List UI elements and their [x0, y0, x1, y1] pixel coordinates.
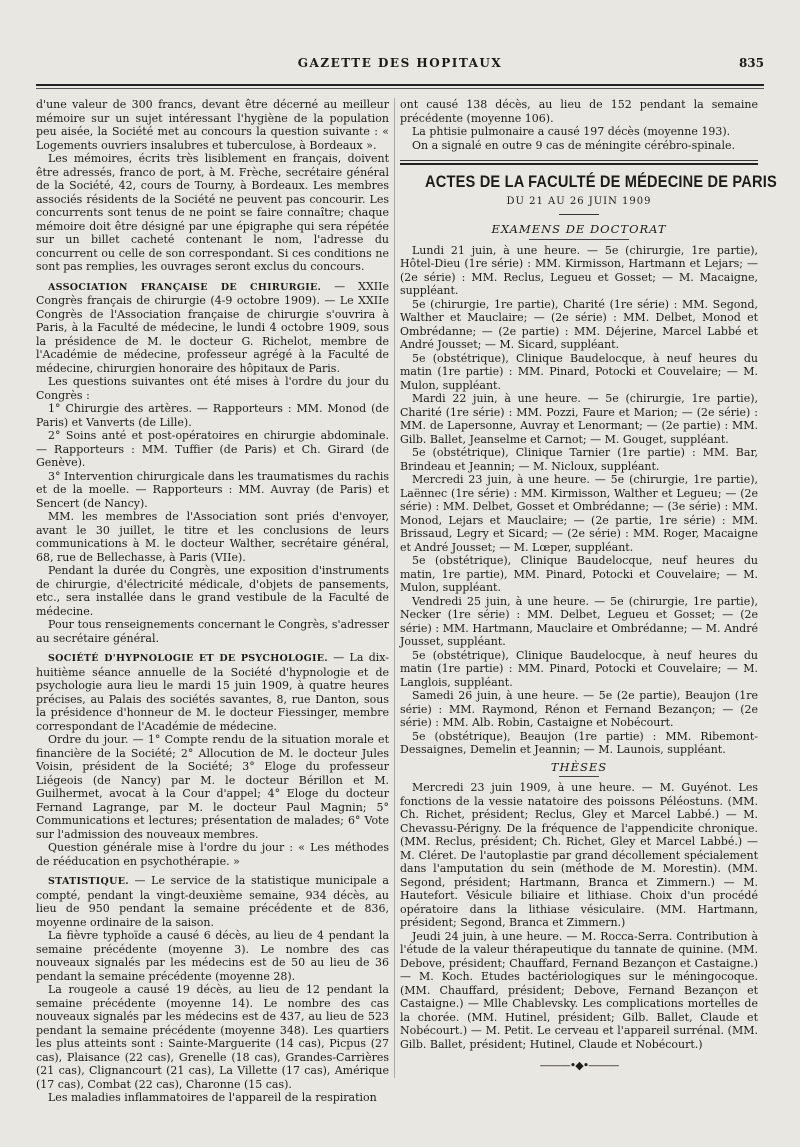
- section-rule: [400, 160, 758, 161]
- examens-heading: EXAMENS DE DOCTORAT: [491, 222, 667, 236]
- paragraph: ont causé 138 décès, au lieu de 152 pendant la semaine précédente (moyenne 106).: [400, 98, 758, 125]
- paragraph: La rougeole a causé 19 décès, au lieu de 12 pendant la semaine précédente (moyenne 14). Le nombre des cas nouveaux signalés par les médecins est de 437, au lieu de 523 pendant la semaine précédente (moyenne 348). Les quartiers les plus atteints sont : Sainte-Marguerite (14 cas), Picpus (27 cas), Plaisance (22 cas), Grenelle (18 cas), Grandes-Carrières (21 cas), Clignancourt (21 cas), La Villette (17 cas), Amérique (17 cas), Combat (22 cas), Charonne (15 cas).: [36, 983, 389, 1091]
- section-surgery-congress: [36, 280, 389, 376]
- paragraph: d'une valeur de 300 francs, devant être décerné au meilleur mémoire sur un sujet intéressant l'hygiène de la population peu aisée, la Société met au concours la question suivante : « Logements ouvriers insalubres et tuberculose, à Bordeaux ».: [36, 98, 389, 152]
- paragraph: On a signalé en outre 9 cas de méningite cérébro-spinale.: [412, 138, 735, 152]
- right-column: [400, 98, 777, 1073]
- header-rule: [36, 84, 764, 86]
- exam-entry: Vendredi 25 juin, à une heure. — 5e (chirurgie, 1re partie), Necker (1re série) : MM. Delbet, Legueu et Gosset; — (2e série) : MM. Hartmann, Mauclaire et Ombrédanne; — M. André Jousset, suppléant.: [400, 594, 758, 648]
- exam-entry: 5e (obstétrique), Clinique Baudelocque, à neuf heures du matin (1re partie) : MM. Pinard, Potocki et Couvelaire; — M. Langlois, suppléant.: [400, 648, 758, 689]
- exam-entry: 5e (obstétrique), Clinique Tarnier (1re partie) : MM. Bar, Brindeau et Jeannin; — M. Nicloux, suppléant.: [400, 446, 758, 473]
- section-statistics: [36, 874, 389, 929]
- paragraph: Les mémoires, écrits très lisiblement en français, doivent être adressés, franco de port, à M. Frèche, secrétaire général de la Société, 42, cours de Tourny, à Bordeaux. Les membres associés résidents de la Société ne peuvent pas concourir. Les concurrents sont tenus de ne point se faire connaître; chaque mémoire doit être désigné par une épigraphe qui sera répétée sur un billet cacheté contenant le nom, l'adresse du concurrent ou celle de son correspondant. Si ces conditions ne sont pas remplies, les ouvrages seront exclus du concours.: [36, 152, 389, 273]
- exam-entry: 5e (obstétrique), Beaujon (1re partie) : MM. Ribemont-Dessaignes, Demelin et Jeannin; — M. Launois, suppléant.: [400, 729, 758, 756]
- thesis-entry: Mercredi 23 juin 1909, à une heure. — M. Guyénot. Les fonctions de la vessie natatoire des poissons Péléostuns. (MM. Ch. Richet, président; Reclus, Gley et Marcel Labbé.) — M. Chevassu-Périgny. De la fréquence de l'appendicite chronique. (MM. Reclus, président; Ch. Richet, Gley et Marcel Labbé.) — M. Cléret. De l'autoplastie par grand décollement spécialement dans l'amputation du sein (méthode de M. Morestin). (MM. Segond, président; Hartmann, Branca et Zimmern.) — M. Hautefort. Vésicule biliaire et lithiase. Choix d'un procédé opératoire dans la lithiase vésiculaire. (MM. Hartmann, président; Segond, Branca et Zimmern.): [400, 781, 758, 929]
- section-heading: STATISTIQUE.: [48, 876, 129, 887]
- theses-heading: THÈSES: [550, 759, 608, 774]
- thesis-entry: Jeudi 24 juin, à une heure. — M. Rocca-Serra. Contribution à l'étude de la valeur thérapeutique du tannate de quinine. (MM. Debove, président; Chauffard, Fernand Bezançon et Castaigne.) — M. Koch. Etudes bactériologiques sur le méningocoque. (MM. Chauffard, président; Debove, Fernand Bezançon et Castaigne.) — Mlle Chablevsky. Les complications mortelles de la chorée. (MM. Hutinel, président; Gilb. Ballet, Claude et Nobécourt.) — M. Petit. Le cerveau et l'appareil surrénal. (MM. Gilb. Ballet, président; Hutinel, Claude et Nobécourt.): [400, 929, 758, 1051]
- page-number: 835: [738, 56, 764, 70]
- header-rule-thin: [36, 88, 764, 89]
- section-hypnology: [36, 651, 389, 733]
- heading-underline: [529, 239, 629, 240]
- heading-underline: [559, 776, 599, 777]
- paragraph: Question générale mise à l'ordre du jour : « Les méthodes de rééducation en psychothérapie. »: [36, 841, 389, 868]
- exam-entry: 5e (chirurgie, 1re partie), Charité (1re série) : MM. Segond, Walther et Mauclaire; — (2e série) : MM. Delbet, Monod et Ombrédanne; — (2e partie) : MM. Déjerine, Marcel Labbé et André Jousset; — M. Sicard, suppléant.: [400, 297, 758, 351]
- date-range: DU 21 AU 26 JUIN 1909: [506, 195, 652, 207]
- exam-entry: Samedi 26 juin, à une heure. — 5e (2e partie), Beaujon (1re série) : MM. Raymond, Rénon et Fernand Bezançon; — (2e série) : MM. Alb. Robin, Castaigne et Nobécourt.: [400, 689, 758, 729]
- faculty-acts-title: ACTES DE LA FACULTÉ DE MÉDECINE DE PARIS: [425, 172, 777, 191]
- exam-entry: 5e (obstétrique), Clinique Baudelocque, neuf heures du matin, 1re partie), MM. Pinard, Potocki et Couvelaire; — M. Mulon, suppléant.: [400, 554, 758, 594]
- exam-entry: 5e (obstétrique), Clinique Baudelocque, à neuf heures du matin (1re partie) : MM. Pinard, Potocki et Couvelaire; — M. Mulon, suppléant.: [400, 351, 758, 392]
- section-heading: ASSOCIATION FRANÇAISE DE CHIRURGIE.: [48, 281, 322, 293]
- paragraph: MM. les membres de l'Association sont priés d'envoyer, avant le 30 juillet, le titre et les conclusions de leurs communications à M. le docteur Walther, secrétaire général, 68, rue de Bellechasse, à Paris (VIIe).: [36, 510, 389, 564]
- exam-entry: Mercredi 23 juin, à une heure. — 5e (chirurgie, 1re partie), Laënnec (1re série) : MM. Kirmisson, Walther et Legueu; — (2e série) : MM. Delbet, Gosset et Ombrédanne; — (3e série) : MM. Monod, Lejars et Mauclaire; — (2e partie, 1re série) : MM. Brissaud, Legry et Sicard; — (2e série) : MM. Roger, Macaigne et André Jousset; — M. Lœper, suppléant.: [400, 473, 758, 554]
- section-text: — XXIIe Congrès français de chirurgie (4-9 octobre 1909). — Le XXIIe Congrès de l'Association française de chirurgie s'ouvrira à Paris, à la Faculté de médecine, le lundi 4 octobre 1909, sous la présidence de M. le docteur G. Richelot, membre de l'Académie de médecine, professeur agrégé à la Faculté de médecine, chirurgien honoraire des hôpitaux de Paris.: [36, 279, 389, 375]
- paragraph: Ordre du jour. — 1° Compte rendu de la situation morale et financière de la Société; 2° Allocution de M. le docteur Jules Voisin, président de la Société; 3° Eloge du professeur Liégeois (de Nancy) par M. le docteur Bérillon et M. Guilhermet, avocat à la Cour d'appel; 4° Eloge du docteur Fernand Lagrange, par M. le docteur Paul Magnin; 5° Communications et lectures; présentation de malades; 6° Vote sur l'admission des nouveaux membres.: [36, 733, 389, 841]
- journal-title: GAZETTE DES HOPITAUX: [297, 56, 503, 70]
- short-rule: [559, 214, 599, 215]
- section-heading: SOCIÉTÉ D'HYPNOLOGIE ET DE PSYCHOLOGIE.: [48, 653, 328, 664]
- paragraph: La phtisie pulmonaire a causé 197 décès (moyenne 193).: [412, 125, 731, 138]
- left-column: [36, 98, 389, 1105]
- end-ornament: ———•◆•———: [539, 1059, 619, 1072]
- paragraph: Les maladies inflammatoires de l'appareil de la respiration: [48, 1091, 377, 1104]
- exam-entry: Lundi 21 juin, à une heure. — 5e (chirurgie, 1re partie), Hôtel-Dieu (1re série) : MM. Kirmisson, Hartmann et Lejars; — (2e série) : MM. Reclus, Legueu et Gosset; — M. Macaigne, suppléant.: [400, 243, 758, 297]
- paragraph: Les questions suivantes ont été mises à l'ordre du jour du Congrès :: [36, 375, 389, 402]
- exam-entry: Mardi 22 juin, à une heure. — 5e (chirurgie, 1re partie), Charité (1re série) : MM. Pozzi, Faure et Marion; — (2e série) : MM. de Lapersonne, Auvray et Lenormant; — (2e partie) : MM. Gilb. Ballet, Jeanselme et Carnot; — M. Gouget, suppléant.: [400, 392, 758, 446]
- paragraph: 3° Intervention chirurgicale dans les traumatismes du rachis et de la moelle. — Rapporteurs : MM. Auvray (de Paris) et Sencert (de Nancy).: [36, 469, 389, 510]
- paragraph: Pour tous renseignements concernant le Congrès, s'adresser au secrétaire général.: [36, 618, 389, 645]
- paragraph: 2° Soins anté et post-opératoires en chirurgie abdominale. — Rapporteurs : MM. Tuffier (de Paris) et Ch. Girard (de Genève).: [36, 429, 389, 469]
- paragraph: 1° Chirurgie des artères. — Rapporteurs : MM. Monod (de Paris) et Vanverts (de Lille).: [36, 402, 389, 429]
- section-rule-thick: [400, 163, 758, 165]
- section-text: — Le service de la statistique municipale a compté, pendant la vingt-deuxième semaine, 934 décès, au lieu de 950 pendant la semaine précédente et de 836, moyenne ordinaire de la saison.: [36, 874, 389, 929]
- paragraph: Pendant la durée du Congrès, une exposition d'instruments de chirurgie, d'électricité médicale, d'objets de pansements, etc., sera installée dans le grand vestibule de la Faculté de médecine.: [36, 564, 389, 618]
- column-divider: [394, 98, 395, 1078]
- paragraph: La fièvre typhoïde a causé 6 décès, au lieu de 4 pendant la semaine précédente (moyenne 3). Le nombre des cas nouveaux signalés par les médecins est de 50 au lieu de 36 pendant la semaine précédente (moyenne 28).: [36, 929, 389, 983]
- section-text: — La dix-huitième séance annuelle de la Société d'hypnologie et de psychologie aura lieu le mardi 15 juin 1909, à quatre heures précises, au Palais des sociétés savantes, 8, rue Danton, sous la présidence d'honneur de M. le docteur Fiessinger, membre correspondant de l'Académie de médecine.: [36, 651, 389, 733]
- page-header: [36, 56, 764, 72]
